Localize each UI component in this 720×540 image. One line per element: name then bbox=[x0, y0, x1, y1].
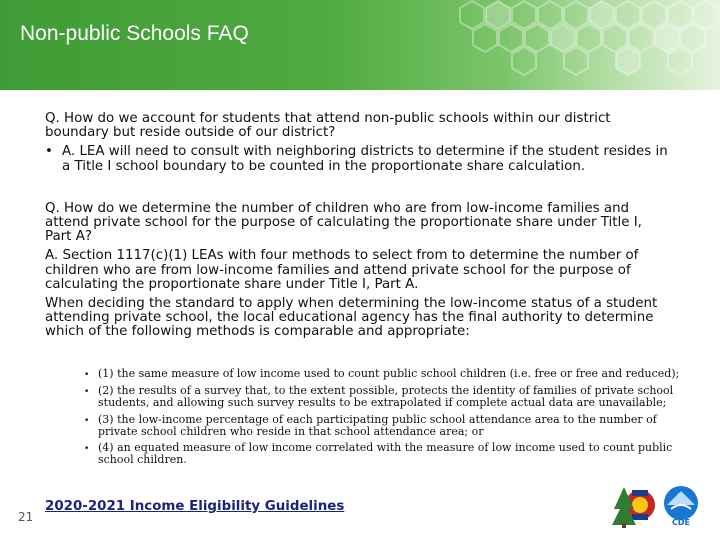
header-banner bbox=[0, 0, 720, 90]
bullet-icon: • bbox=[84, 444, 90, 455]
answer-1 bbox=[45, 145, 670, 173]
question-1: Q. How do we account for students that attend non-public schools within our district boundary but reside outside of our district? bbox=[45, 111, 611, 141]
cde-logo-icon bbox=[655, 483, 707, 528]
page-title: Non-public Schools FAQ bbox=[20, 22, 249, 45]
methods-list bbox=[84, 368, 684, 470]
colorado-tree-logo-icon bbox=[612, 483, 657, 528]
logo-text: CDE bbox=[672, 518, 690, 527]
list-item: • (3) the low-income percentage of each participating public school attendance area to the number of private school children who reside in that school attendance area; or bbox=[84, 412, 657, 438]
bullet-icon: • bbox=[84, 387, 90, 398]
bullet-icon: • bbox=[84, 415, 90, 426]
question-2: Q. How do we determine the number of children who are from low-income families and attend private school for the purpose of calculating the proportionate share under Title I, Part A? bbox=[45, 200, 642, 245]
answer-2: A. Section 1117(c)(1) LEAs with four methods to select from to determine the number of children who are from low-income families and attend private school for the purpose of calculating the proportionate share under Title I, Part A. bbox=[45, 248, 639, 292]
list-item: • (1) the same measure of low income used to count public school children (i.e. free or free and reduced); bbox=[84, 367, 680, 380]
faq-content bbox=[45, 112, 670, 345]
income-guidelines-link[interactable]: 2020-2021 Income Eligibility Guidelines bbox=[45, 499, 345, 514]
answer-2-continued: When deciding the standard to apply when determining the low-income status of a student attending private school, the local educational agency has the final authority to determine which of the following methods is comparable and appropriate: bbox=[45, 296, 658, 340]
hexagon-pattern-decoration bbox=[440, 0, 720, 90]
answer-1-text: A. LEA will need to consult with neighboring districts to determine if the student resides in a Title I school boundary to be counted in the proportionate share calculation. bbox=[62, 144, 668, 174]
list-item: • (4) an equated measure of low income correlated with the measure of low income used to count public school children. bbox=[84, 441, 673, 467]
page-number: 21 bbox=[18, 510, 34, 524]
list-item: • (2) the results of a survey that, to the extent possible, protects the identity of families of private school students, and allowing such survey results to be extrapolated if complete actual data are unavailable; bbox=[84, 384, 674, 410]
bullet-icon: • bbox=[84, 370, 90, 380]
bullet-icon: • bbox=[45, 144, 53, 160]
